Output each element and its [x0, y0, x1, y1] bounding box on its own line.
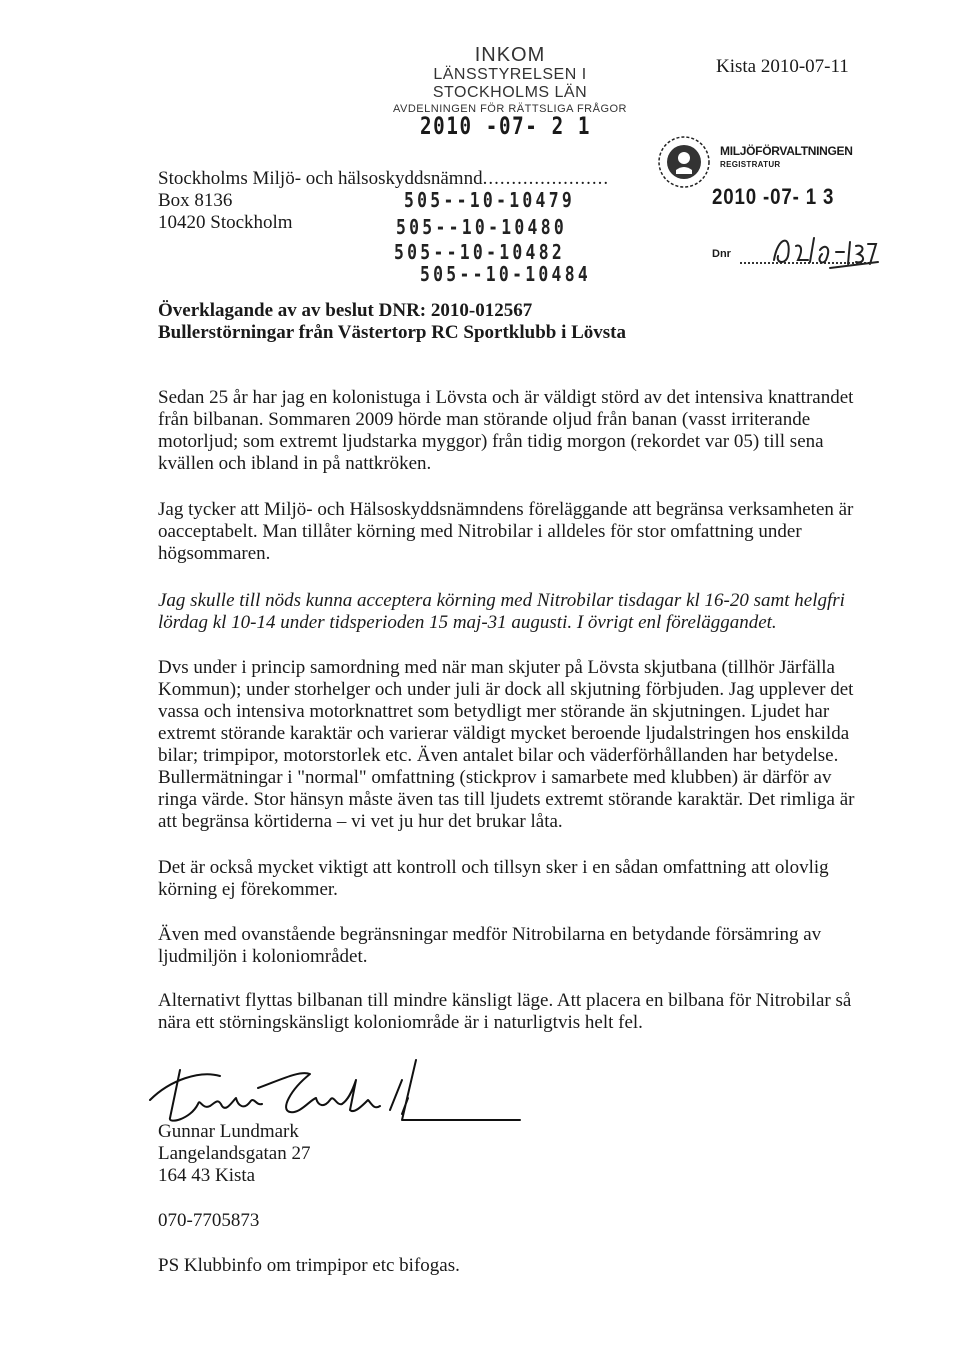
paragraph-2: Jag tycker att Miljö- och Hälsoskyddsnämndens föreläggande att begränsa verksamheten är oacceptabelt. Man tillåter körning med Nitrobilar i alldeles för stor omfattning under högsommaren.	[158, 499, 854, 564]
postscript: PS Klubbinfo om trimpipor etc bifogas.	[158, 1255, 460, 1276]
inkom-stamp	[380, 44, 640, 116]
subject-line-2: Bullerstörningar från Västertorp RC Sportklubb i Lövsta	[158, 322, 626, 343]
dnr-label: Dnr	[712, 248, 731, 260]
paragraph-4: Dvs under i princip samordning med när man skjuter på Lövsta skjutbana (tillhör Järfälla Kommun); under storhelger och under juli är dock all skjutning förbjuden. Jag upplever det vassa och intensiva motorknattret som betydligt mer störande än skjutningen. Ljudet har extremt störande karaktär och varierar väldigt mycket beroende ljudalstringen hos enskilda bilar; trimpipor, motorstorlek etc. Även antalet bilar och väderförhållanden har betydelse. Bullermätningar i "normal" omfattning (stickprov i samarbete med klubben) är därför av ringa värde. Stor hänsyn måste även tas till ljudets extremt störande karaktär. Det rimliga är att begränsa körtiderna – vi vet ju hur det brukar låta.	[158, 657, 855, 832]
paragraph-1: Sedan 25 år har jag en kolonistuga i Lövsta och är väldigt störd av det intensiva knattrandet från bilbanan. Sommaren 2009 hörde man störande oljud från banan (vasst irriterande motorljud; som extremt ljudstarka myggor) från tidig morgon (rekordet var 05) till sena kvällen och ibland in på nattkröken.	[158, 387, 854, 474]
inkom-date: 2010 -07- 2 1	[420, 112, 592, 140]
recipient-name: Stockholms Miljö- och hälsoskyddsnämnd	[158, 168, 483, 189]
paragraph-6: Även med ovanstående begränsningar medför Nitrobilarna en betydande försämring av ljudmiljön i koloniområdet.	[158, 924, 822, 967]
dotted-leader: ......................	[482, 168, 610, 189]
subject-line-1: Överklagande av av beslut DNR: 2010-012567	[158, 300, 533, 321]
inkom-agency: LÄNSSTYRELSEN I STOCKHOLMS LÄN	[432, 66, 588, 101]
paragraph-3: Jag skulle till nöds kunna acceptera körning med Nitrobilar tisdagar kl 16-20 samt helgfri lördag kl 10-14 under tidsperioden 15 maj-31 augusti. I övrigt enl föreläggandet.	[158, 590, 845, 633]
inkom-department: AVDELNINGEN FÖR RÄTTSLIGA FRÅGOR	[393, 103, 627, 115]
reference-number-2: 505--10-10480	[396, 215, 568, 239]
sender-street: Langelandsgatan 27	[158, 1143, 311, 1164]
sender-phone: 070-7705873	[158, 1210, 260, 1231]
paragraph-5: Det är också mycket viktigt att kontroll och tillsyn sker i en sådan omfattning att olovlig körning ej förekommer.	[158, 857, 829, 900]
reference-number-1: 505--10-10479	[404, 188, 576, 212]
recipient-line-1	[158, 168, 609, 190]
agency-stamp-name: MILJÖFÖRVALTNINGEN	[720, 144, 853, 158]
paragraph-7: Alternativt flyttas bilbanan till mindre känsligt läge. Att placera en bilbana för Nitrobilar så nära ett störningskänsligt koloniområde är i naturligtvis helt fel.	[158, 990, 852, 1033]
recipient-city: 10420 Stockholm	[158, 212, 293, 233]
agency-stamp-sub: REGISTRATUR	[720, 160, 781, 169]
reference-number-4: 505--10-10484	[420, 262, 592, 286]
city-seal-icon	[656, 134, 712, 190]
place-date: Kista 2010-07-11	[716, 56, 849, 77]
recipient-box: Box 8136	[158, 190, 233, 211]
sender-city: 164 43 Kista	[158, 1165, 256, 1186]
reference-number-3: 505--10-10482	[394, 240, 566, 264]
inkom-title: INKOM	[474, 44, 546, 66]
sender-name: Gunnar Lundmark	[158, 1121, 299, 1142]
handwritten-signature	[140, 1040, 540, 1130]
agency-stamp-date: 2010 -07- 1 3	[712, 184, 835, 209]
dnr-handwritten-number	[770, 216, 880, 276]
